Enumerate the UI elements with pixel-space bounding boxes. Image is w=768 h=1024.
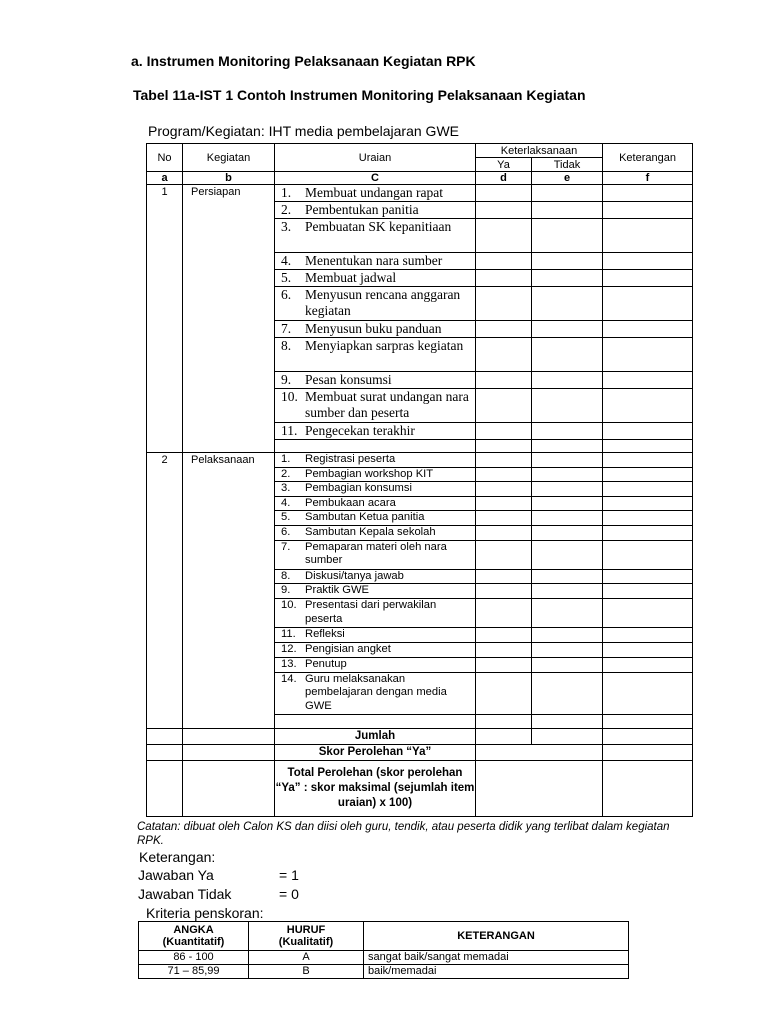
item-text: Sambutan Ketua panitia xyxy=(305,511,425,523)
ya-cell[interactable] xyxy=(476,467,532,482)
total-label: Total Perolehan (skor perolehan “Ya” : skor maksimal (sejumlah item uraian) x 100) xyxy=(275,760,476,816)
uraian-cell xyxy=(275,202,476,219)
uraian-cell xyxy=(275,482,476,497)
tidak-cell[interactable] xyxy=(532,599,603,628)
item-number: 4. xyxy=(281,496,291,509)
item-number: 2. xyxy=(281,467,291,480)
pelaksanaan-label: Pelaksanaan xyxy=(183,453,275,729)
ya-cell[interactable] xyxy=(476,338,532,372)
item-number: 8. xyxy=(281,569,291,582)
ya-cell[interactable] xyxy=(476,482,532,497)
item-text: Menyusun buku panduan xyxy=(305,321,442,336)
uraian-cell xyxy=(275,628,476,643)
header-keterangan-score: KETERANGAN xyxy=(364,922,629,951)
uraian-cell xyxy=(275,672,476,714)
tidak-cell[interactable] xyxy=(532,643,603,658)
angka-cell: 86 - 100 xyxy=(139,951,249,965)
header-uraian: Uraian xyxy=(275,144,476,172)
item-text: Pengisian angket xyxy=(305,643,391,655)
keterangan-cell[interactable] xyxy=(603,569,693,584)
uraian-cell xyxy=(275,511,476,526)
ya-cell[interactable] xyxy=(476,599,532,628)
uraian-cell xyxy=(275,584,476,599)
item-number: 5. xyxy=(281,511,291,523)
jumlah-row xyxy=(147,728,693,744)
ya-cell[interactable] xyxy=(476,628,532,643)
uraian-item xyxy=(275,423,475,439)
table-title: Tabel 11a-IST 1 Contoh Instrumen Monitoring Pelaksanaan Kegiatan xyxy=(133,87,586,103)
empty-cell xyxy=(603,440,693,453)
keterangan-cell[interactable] xyxy=(603,219,693,253)
column-letter: d xyxy=(476,172,532,185)
ya-cell[interactable] xyxy=(476,672,532,714)
item-text: Pembagian konsumsi xyxy=(305,482,412,494)
persiapan-label: Persiapan xyxy=(183,185,275,453)
ya-cell[interactable] xyxy=(476,643,532,658)
header-tidak: Tidak xyxy=(532,158,603,172)
tidak-cell[interactable] xyxy=(532,389,603,423)
total-keterangan[interactable] xyxy=(603,760,693,816)
score-row xyxy=(139,951,629,965)
tidak-cell[interactable] xyxy=(532,672,603,714)
tidak-cell[interactable] xyxy=(532,482,603,497)
keterangan-cell[interactable] xyxy=(603,453,693,468)
item-number: 1. xyxy=(281,185,292,200)
item-number: 4. xyxy=(281,253,292,268)
jumlah-label: Jumlah xyxy=(275,728,476,744)
ya-cell[interactable] xyxy=(476,569,532,584)
keterangan-cell[interactable] xyxy=(603,496,693,511)
table-row xyxy=(147,453,693,468)
keterangan-cell[interactable] xyxy=(603,287,693,321)
keterangan-cell[interactable] xyxy=(603,270,693,287)
uraian-cell xyxy=(275,453,476,468)
item-number: 10. xyxy=(281,389,298,404)
keterangan-label: Keterangan: xyxy=(139,849,216,865)
item-text: Guru melaksanakan pembelajaran dengan media GWE xyxy=(305,672,447,712)
catatan-note: Catatan: dibuat oleh Calon KS dan diisi oleh guru, tendik, atau peserta didik yang terlibat dalam kegiatan RPK. xyxy=(137,821,670,847)
uraian-cell xyxy=(275,253,476,270)
ya-cell[interactable] xyxy=(476,389,532,423)
tidak-cell[interactable] xyxy=(532,584,603,599)
keterangan-cell[interactable] xyxy=(603,467,693,482)
uraian-item xyxy=(275,287,475,319)
item-text: Pengecekan terakhir xyxy=(305,423,415,438)
pelaksanaan-number: 2 xyxy=(147,453,183,729)
ya-cell[interactable] xyxy=(476,270,532,287)
uraian-cell xyxy=(275,540,476,569)
keterangan-cell[interactable] xyxy=(603,511,693,526)
item-text: Menentukan nara sumber xyxy=(305,253,443,268)
empty-cell xyxy=(183,760,275,816)
keterangan-cell[interactable] xyxy=(603,321,693,338)
item-text: Pembentukan panitia xyxy=(305,202,419,217)
ya-cell[interactable] xyxy=(476,185,532,202)
keterangan-cell[interactable] xyxy=(603,423,693,440)
tidak-cell[interactable] xyxy=(532,202,603,219)
header-keterangan: Keterangan xyxy=(603,144,693,172)
header-ya: Ya xyxy=(476,158,532,172)
item-text: Pemaparan materi oleh nara sumber xyxy=(305,540,447,566)
empty-cell xyxy=(476,714,532,728)
item-number: 5. xyxy=(281,270,292,285)
item-number: 14. xyxy=(281,672,297,685)
empty-cell xyxy=(476,440,532,453)
item-text: Praktik GWE xyxy=(305,584,370,596)
jumlah-ya[interactable] xyxy=(476,728,532,744)
jawaban-tidak-value: = 0 xyxy=(279,886,299,902)
keterangan-cell[interactable] xyxy=(603,372,693,389)
huruf-cell: A xyxy=(249,951,364,965)
header-keterlaksanaan: Keterlaksanaan xyxy=(476,144,603,158)
uraian-cell xyxy=(275,496,476,511)
uraian-item xyxy=(275,185,475,201)
empty-cell xyxy=(603,714,693,728)
tidak-cell[interactable] xyxy=(532,270,603,287)
tidak-cell[interactable] xyxy=(532,540,603,569)
tidak-cell[interactable] xyxy=(532,321,603,338)
item-number: 13. xyxy=(281,657,297,670)
uraian-item xyxy=(275,541,475,568)
uraian-item xyxy=(275,453,475,467)
item-number: 3. xyxy=(281,482,291,494)
tidak-cell[interactable] xyxy=(532,185,603,202)
uraian-item xyxy=(275,673,475,714)
keterangan-cell[interactable] xyxy=(603,526,693,541)
item-number: 3. xyxy=(281,219,292,234)
uraian-cell xyxy=(275,287,476,321)
item-text: Membuat undangan rapat xyxy=(305,185,443,200)
ya-cell[interactable] xyxy=(476,287,532,321)
huruf-cell: B xyxy=(249,965,364,979)
uraian-item xyxy=(275,599,475,626)
uraian-item xyxy=(275,628,475,642)
tidak-cell[interactable] xyxy=(532,467,603,482)
ya-cell[interactable] xyxy=(476,540,532,569)
header-huruf-title: HURUF xyxy=(286,924,326,936)
jawaban-ya-label: Jawaban Ya xyxy=(138,867,214,883)
uraian-cell xyxy=(275,321,476,338)
tidak-cell[interactable] xyxy=(532,423,603,440)
item-number: 1. xyxy=(281,453,291,465)
keterangan-cell[interactable] xyxy=(603,540,693,569)
header-huruf-sub: (Kualitatif) xyxy=(278,936,334,948)
keterangan-cell[interactable] xyxy=(603,338,693,372)
tidak-cell[interactable] xyxy=(532,253,603,270)
skor-label: Skor Perolehan “Ya” xyxy=(275,744,476,760)
item-number: 10. xyxy=(281,599,297,611)
item-text: Membuat jadwal xyxy=(305,270,397,285)
item-number: 7. xyxy=(281,540,291,553)
keterangan-score-cell: sangat baik/sangat memadai xyxy=(364,951,629,965)
empty-cell xyxy=(275,440,476,453)
keterangan-cell[interactable] xyxy=(603,672,693,714)
angka-cell: 71 – 85,99 xyxy=(139,965,249,979)
persiapan-number: 1 xyxy=(147,185,183,453)
item-text: Penutup xyxy=(305,657,347,670)
empty-cell xyxy=(147,760,183,816)
empty-cell xyxy=(147,744,183,760)
kriteria-label: Kriteria penskoran: xyxy=(146,905,264,921)
tidak-cell[interactable] xyxy=(532,372,603,389)
item-text: Pembagian workshop KIT xyxy=(305,467,434,480)
ya-cell[interactable] xyxy=(476,219,532,253)
empty-cell xyxy=(183,728,275,744)
keterangan-cell[interactable] xyxy=(603,202,693,219)
uraian-cell xyxy=(275,270,476,287)
monitoring-table xyxy=(146,143,693,817)
empty-cell xyxy=(183,744,275,760)
column-letter: b xyxy=(183,172,275,185)
item-number: 6. xyxy=(281,526,291,538)
uraian-cell xyxy=(275,372,476,389)
item-number: 9. xyxy=(281,584,291,596)
header-angka-title: ANGKA xyxy=(173,924,214,936)
item-number: 2. xyxy=(281,202,292,217)
item-number: 12. xyxy=(281,643,297,655)
uraian-item xyxy=(275,338,475,354)
item-text: Diskusi/tanya jawab xyxy=(305,569,404,582)
jumlah-tidak[interactable] xyxy=(532,728,603,744)
item-text: Refleksi xyxy=(305,628,345,640)
total-value[interactable] xyxy=(476,760,603,816)
ya-cell[interactable] xyxy=(476,372,532,389)
keterangan-cell[interactable] xyxy=(603,657,693,672)
uraian-item xyxy=(275,270,475,286)
tidak-cell[interactable] xyxy=(532,219,603,253)
total-row xyxy=(147,760,693,816)
uraian-item xyxy=(275,321,475,337)
tidak-cell[interactable] xyxy=(532,569,603,584)
item-text: Membuat surat undangan nara sumber dan peserta xyxy=(305,389,469,420)
keterangan-score-cell: baik/memadai xyxy=(364,965,629,979)
item-text: Pembuatan SK kepanitiaan xyxy=(305,219,452,234)
uraian-item xyxy=(275,497,475,511)
tidak-cell[interactable] xyxy=(532,496,603,511)
keterangan-cell[interactable] xyxy=(603,389,693,423)
header-angka xyxy=(139,922,249,951)
program-label: Program/Kegiatan: IHT media pembelajaran GWE xyxy=(148,123,459,139)
item-text: Menyusun rencana anggaran kegiatan xyxy=(305,287,461,318)
uraian-cell xyxy=(275,467,476,482)
ya-cell[interactable] xyxy=(476,202,532,219)
section-heading: a. Instrumen Monitoring Pelaksanaan Kegiatan RPK xyxy=(131,53,476,69)
uraian-item xyxy=(275,389,475,421)
ya-cell[interactable] xyxy=(476,253,532,270)
item-text: Sambutan Kepala sekolah xyxy=(305,526,436,538)
ya-cell[interactable] xyxy=(476,657,532,672)
ya-cell[interactable] xyxy=(476,453,532,468)
uraian-cell xyxy=(275,599,476,628)
column-letter: C xyxy=(275,172,476,185)
ya-cell[interactable] xyxy=(476,511,532,526)
uraian-item xyxy=(275,253,475,269)
item-number: 11. xyxy=(281,423,298,438)
item-number: 8. xyxy=(281,338,292,353)
score-criteria-table xyxy=(138,921,629,979)
uraian-item xyxy=(275,643,475,657)
uraian-cell xyxy=(275,526,476,541)
header-huruf xyxy=(249,922,364,951)
jawaban-ya-value: = 1 xyxy=(279,867,299,883)
uraian-item xyxy=(275,468,475,482)
item-text: Pembukaan acara xyxy=(305,496,396,509)
uraian-cell xyxy=(275,338,476,372)
uraian-cell xyxy=(275,185,476,202)
keterangan-cell[interactable] xyxy=(603,253,693,270)
ya-cell[interactable] xyxy=(476,526,532,541)
uraian-item xyxy=(275,584,475,598)
uraian-cell xyxy=(275,389,476,423)
skor-keterangan[interactable] xyxy=(603,744,693,760)
uraian-cell xyxy=(275,643,476,658)
tidak-cell[interactable] xyxy=(532,657,603,672)
empty-cell xyxy=(147,728,183,744)
jawaban-tidak-label: Jawaban Tidak xyxy=(138,886,232,902)
tidak-cell[interactable] xyxy=(532,453,603,468)
keterangan-cell[interactable] xyxy=(603,584,693,599)
empty-cell xyxy=(532,440,603,453)
item-text: Presentasi dari perwakilan peserta xyxy=(305,599,437,625)
keterangan-cell[interactable] xyxy=(603,628,693,643)
uraian-item xyxy=(275,202,475,218)
empty-cell xyxy=(275,714,476,728)
column-letter: f xyxy=(603,172,693,185)
column-letter: a xyxy=(147,172,183,185)
table-row xyxy=(147,185,693,202)
item-text: Menyiapkan sarpras kegiatan xyxy=(305,338,464,353)
ya-cell[interactable] xyxy=(476,321,532,338)
uraian-cell xyxy=(275,657,476,672)
uraian-item xyxy=(275,219,475,235)
item-number: 7. xyxy=(281,321,292,336)
column-letter: e xyxy=(532,172,603,185)
keterangan-cell[interactable] xyxy=(603,482,693,497)
keterangan-cell[interactable] xyxy=(603,599,693,628)
item-number: 11. xyxy=(281,628,296,640)
uraian-cell xyxy=(275,219,476,253)
uraian-cell xyxy=(275,423,476,440)
keterangan-cell[interactable] xyxy=(603,643,693,658)
jumlah-keterangan[interactable] xyxy=(603,728,693,744)
uraian-item xyxy=(275,372,475,388)
keterangan-cell[interactable] xyxy=(603,185,693,202)
tidak-cell[interactable] xyxy=(532,338,603,372)
score-row xyxy=(139,965,629,979)
empty-cell xyxy=(532,714,603,728)
ya-cell[interactable] xyxy=(476,423,532,440)
ya-cell[interactable] xyxy=(476,584,532,599)
ya-cell[interactable] xyxy=(476,496,532,511)
tidak-cell[interactable] xyxy=(532,511,603,526)
uraian-item xyxy=(275,658,475,672)
uraian-item xyxy=(275,526,475,540)
header-angka-sub: (Kuantitatif) xyxy=(162,936,225,948)
tidak-cell[interactable] xyxy=(532,628,603,643)
item-text: Registrasi peserta xyxy=(305,453,396,465)
uraian-item xyxy=(275,570,475,584)
item-number: 9. xyxy=(281,372,292,387)
header-kegiatan: Kegiatan xyxy=(183,144,275,172)
uraian-item xyxy=(275,482,475,496)
skor-value[interactable] xyxy=(476,744,603,760)
item-text: Pesan konsumsi xyxy=(305,372,392,387)
header-no: No xyxy=(147,144,183,172)
skor-row xyxy=(147,744,693,760)
uraian-cell xyxy=(275,569,476,584)
tidak-cell[interactable] xyxy=(532,526,603,541)
uraian-item xyxy=(275,511,475,525)
item-number: 6. xyxy=(281,287,292,302)
tidak-cell[interactable] xyxy=(532,287,603,321)
